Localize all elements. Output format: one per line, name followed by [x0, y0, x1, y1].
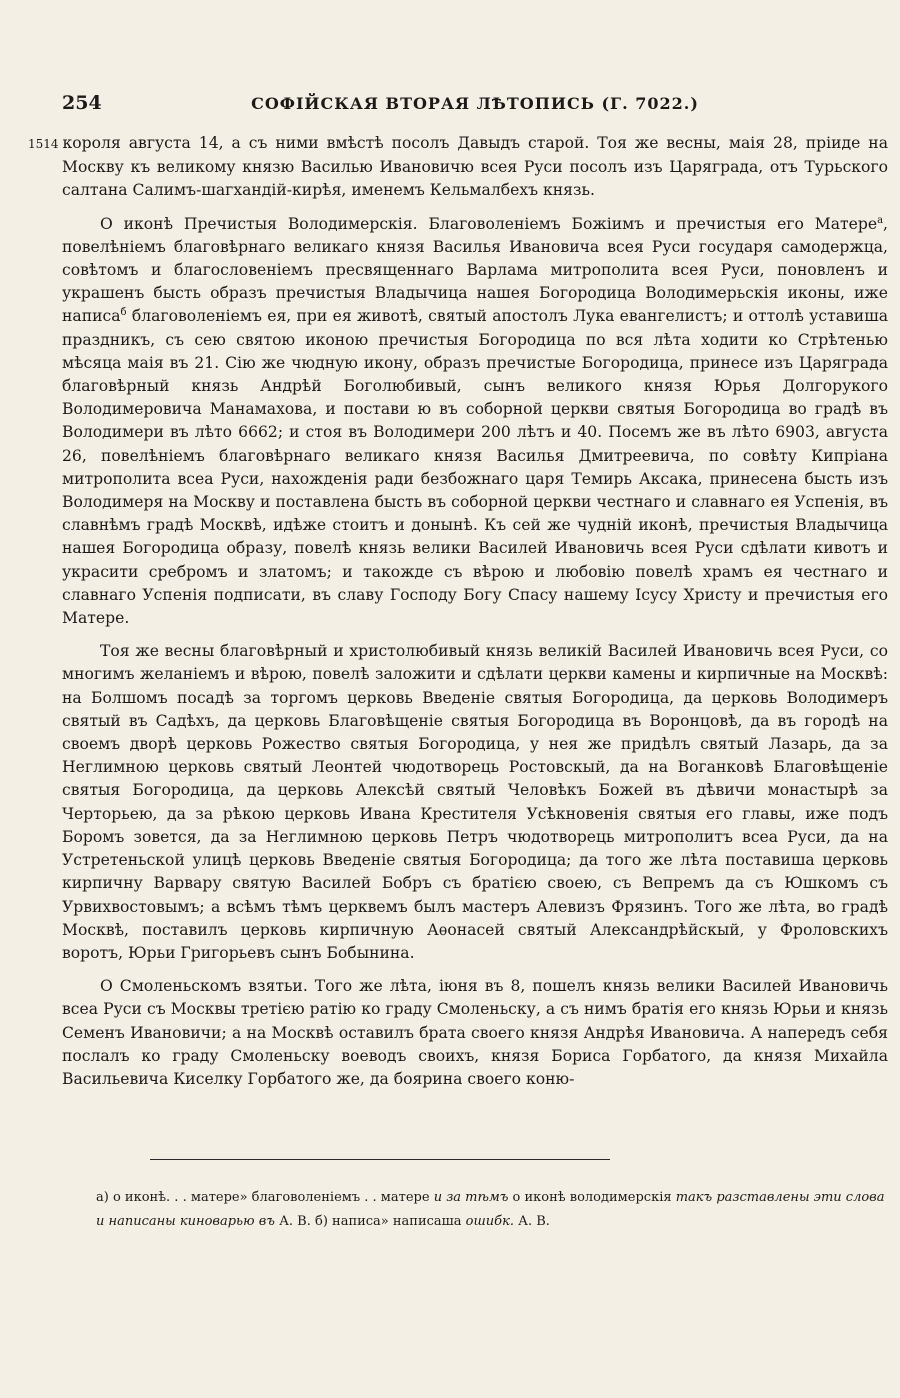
- footnote-part: А. В. б) написа» написаша: [274, 1214, 466, 1229]
- paragraph-1: [28, 132, 888, 203]
- margin-year-note: 1514: [28, 137, 59, 151]
- paragraph-2-heading: О иконѣ Пречистыя Володимерскія. Благоволеніемъ Божіимъ и пречистыя его Матере: [100, 214, 878, 233]
- footnote-part: А. В.: [513, 1214, 550, 1229]
- footnote-divider: [150, 1159, 610, 1160]
- body-text: [28, 132, 888, 1101]
- running-title: СОФІЙСКАЯ ВТОРАЯ ЛѢТОПИСЬ (Г. 7022.): [251, 94, 699, 113]
- paragraph-2-text-a: , повелѣніемъ благовѣрнаго великаго князя Василья Ивановича всея Руси государя самодержца, совѣтомъ и благословеніемъ пресвященнаго Варлама митрополита всея Руси, поновленъ и украшенъ бысть образъ пречистыя Владычица нашея Богородица Володимерьскія иконы, иже написа: [62, 214, 888, 326]
- footnote-ref-b: б: [120, 307, 127, 319]
- paragraph-4: О Смоленьскомъ взятьи. Того же лѣта, іюня въ 8, пошелъ князь велики Василей Ивановичь всеа Руси съ Москвы третією ратію ко граду Смоленьску, а съ нимъ братія его князь Юрьи и князь Семенъ Ивановичи; а на Москвѣ оставилъ брата своего князя Андрѣя Ивановича. А напередъ себя послалъ ко граду Смоленьску воеводъ своихъ, князя Бориса Горбатого, да князя Михайла Васильевича Киселку Горбатого же, да боярина своего коню-: [62, 977, 888, 1088]
- paragraph-2-text-b: благоволеніемъ ея, при ея животѣ, святый апостолъ Лука евангелистъ; и оттолѣ уставиша праздникъ, съ сею святою иконою пречистыя Богородица по вся лѣта ходити ко Стрѣтенью мѣсяца маія въ 21. Сію же чюдную икону, образъ пречистые Богородица, принесе изъ Царяграда благовѣрный князь Андрѣй Боголюбивый, сынъ великого князя Юрья Долгорукого Володимеровича Манамахова, и постави ю въ соборной церкви святыя Богородица во градѣ въ Володимери въ лѣто 6662; и стоя въ Володимери 200 лѣтъ и 40. Посемъ же въ лѣто 6903, августа 26, повелѣніемъ благовѣрнаго великаго князя Василья Дмитреевича, по совѣту Кипріана митрополита всеа Руси, нахожденія ради безбожнаго царя Темирь Аксака, принесена бысть изъ Володимеря на Москву и поставлена бысть въ соборной церкви честнаго и славнаго ея Успенія, въ славнѣмъ градѣ Москвѣ, идѣже стоитъ и донынѣ. Къ сей же чудній иконѣ, пречистыя Владычица нашея Богородица образу, повелѣ князь велики Василей Ивановичь всея Руси сдѣлати кивотъ и украсити сребромъ и златомъ; и такожде съ вѣрою и любовію повелѣ храмъ ея честнаго и славнаго Успенія подписати, въ славу Господу Богу Спасу нашему Ісусу Христу и пречистыя его Матере.: [62, 307, 888, 628]
- footnote-part: о иконѣ володимерскія: [508, 1190, 676, 1205]
- footnote-part: а) о иконѣ. . . матере» благоволеніемъ . . матере: [96, 1190, 434, 1205]
- page-header: [62, 92, 888, 122]
- footnotes: [96, 1186, 888, 1234]
- footnote-part: ошибк.: [465, 1214, 514, 1229]
- footnote-ref-a: а: [877, 214, 884, 226]
- page-number: 254: [62, 92, 102, 114]
- paragraph-2: [62, 213, 888, 631]
- footnote-text: [96, 1186, 888, 1234]
- paragraph-3: Тоя же весны благовѣрный и христолюбивый князь великій Василей Ивановичь всея Руси, со многимъ желаніемъ и вѣрою, повелѣ заложити и сдѣлати церкви камены и кирпичные на Москвѣ: на Болшомъ посадѣ за торгомъ церковь Введеніе святыя Богородица, да церковь Володимеръ святый въ Садѣхъ, да церковь Благовѣщеніе святыя Богородица въ Воронцовѣ, да въ городѣ на своемъ дворѣ церковь Рожество святыя Богородица, у нея же придѣлъ святый Лазарь, да за Неглимною церковь святый Леонтей чюдотворець Ростовскый, да на Воганковѣ Благовѣщеніе святыя Богородица, да церковь Алексѣй святый Человѣкъ Божей въ дѣвичи монастырѣ за Черторьею, да за рѣкою церковь Ивана Крестителя Усѣкновенія святыя его главы, иже подъ Боромъ зовется, да за Неглимною церковь Петръ чюдотворець митрополитъ всеа Руси, да на Устретеньской улицѣ церковь Введеніе святыя Богородица; да того же лѣта поставиша церковь кирпичну Варвару святую Василей Бобръ съ братією своею, съ Вепремъ да съ Юшкомъ съ Урвихвостовымъ; а всѣмъ тѣмъ церквемъ былъ мастеръ Алевизъ Фрязинъ. Того же лѣта, во градѣ Москвѣ, поставилъ церковь кирпичную Аѳонасей святый Александрѣйскый, у Фроловскихъ воротъ, Юрьи Григорьевъ сынъ Бобынина.: [62, 642, 888, 962]
- footnote-part: такъ разставлены эти слова и написаны киноварью въ: [96, 1190, 885, 1229]
- footnote-part: и за тѣмъ: [433, 1190, 509, 1205]
- paragraph-1-text: короля августа 14, а съ ними вмѣстѣ посолъ Давыдъ старой. Тоя же весны, маія 28, пріиде на Москву къ великому князю Василью Ивановичю всея Руси посолъ изъ Царяграда, отъ Турьского салтана Салимъ-шагхандій-кирѣя, именемъ Кельмалбехъ князь.: [62, 134, 888, 200]
